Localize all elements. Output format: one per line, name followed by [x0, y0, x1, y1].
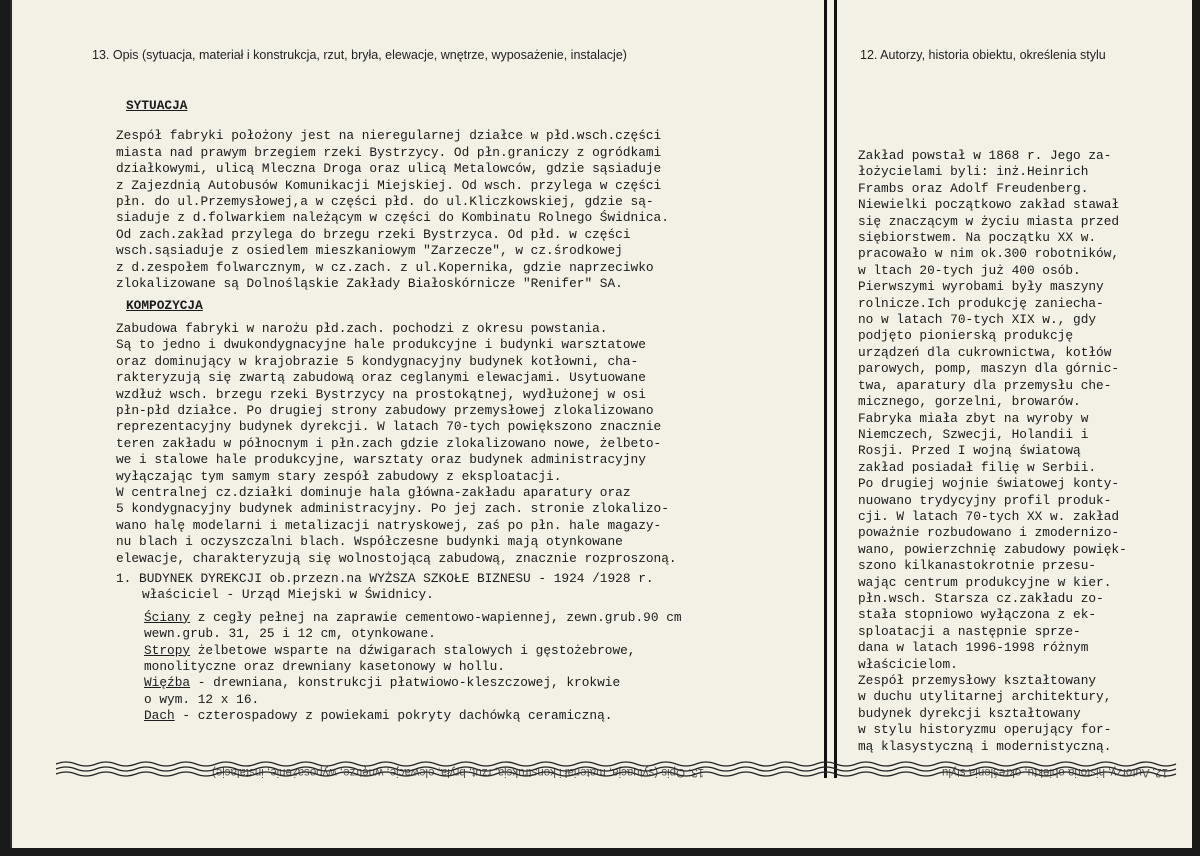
text-line: Pierwszymi wyrobami były maszyny [858, 279, 1104, 295]
text-line: Niewielki początkowo zakład stawał [858, 197, 1120, 213]
mirrored-header-left: 13. Opis (sytuacja, materiał i konstrukcja, rzut, bryła, elewacje, wnętrze, wyposażenie, instalacje) [212, 766, 705, 778]
truss-text: - drewniana, konstrukcji płatwiowo-kleszczowej, krokwie [190, 675, 621, 691]
text-line: twa, aparatury dla przemysłu che- [858, 377, 1112, 393]
text-line: nu blach i oczyszczalni blach. Współczesne budynki mają otynkowane [116, 534, 623, 550]
roof-label: Dach [144, 708, 175, 724]
header-authors-history: 12. Autorzy, historia obiektu, określenia stylu [860, 48, 1106, 62]
text-line: siębiorstwem. Na początku XX w. [858, 230, 1097, 246]
text-line: podjęto pionierską produkcję [858, 328, 1074, 344]
text-line: nuowano trydycyjny profil produk- [858, 492, 1112, 508]
text-line: elewacje, charakteryzują się wolnostojącą zabudową, znacznie rozproszoną. [116, 550, 677, 566]
text-line: reprezentacyjny budynek dyrekcji. W latach 70-tych powiększono znacznie [116, 419, 662, 435]
text-line: właścicielom. [858, 656, 958, 672]
text-line: Od zach.zakład przylega do brzegu rzeki Bystrzyca. Od płd. w części [116, 226, 631, 242]
walls-text: z cegły pełnej na zaprawie cementowo-wapiennej, zewn.grub.90 cm [190, 609, 682, 625]
text-line: zlokalizowane są Dolnośląskie Zakłady Białoskórnicze "Renifer" SA. [116, 276, 623, 292]
text-line: cji. W latach 70-tych XX w. zakład [858, 508, 1120, 524]
text-line: Zabudowa fabryki w narożu płd.zach. pochodzi z okresu powstania. [116, 320, 608, 336]
text-line: sploatacji a następnie sprze- [858, 623, 1081, 639]
description-column [116, 98, 836, 725]
building-owner: właściciel - Urząd Miejski w Świdnicy. [142, 587, 434, 603]
text-line: stała stopniowo wyłączona z ek- [858, 607, 1097, 623]
section-heading-composition: KOMPOZYCJA [126, 298, 203, 314]
text-line: mą klasystyczną i modernistyczną. [858, 738, 1112, 754]
text-line: Fabryka miała zbyt na wyroby w [858, 410, 1089, 426]
text-line: płn-płd działce. Po drugiej strony zabudowy przemysłowej zlokalizowano [116, 402, 654, 418]
text-line: w ltach 20-tych już 400 osób. [858, 262, 1081, 278]
text-line: z Zajezdnią Autobusów Komunikacji Miejskiej. Od wsch. przylega w części [116, 177, 662, 193]
text-line: płn. do ul.Przemysłowej,a w części płd. do ul.Kliczkowskiej, gdzie są- [116, 194, 654, 210]
text-line: wając centrum produkcyjne w kier. [858, 574, 1112, 590]
ceilings-line-2: monolityczne oraz drewniany kasetonowy w hollu. [144, 659, 505, 674]
text-line: pracowało w nim ok.300 robotników, [858, 246, 1120, 262]
building-number: 1. [116, 570, 132, 586]
walls-line-2: wewn.grub. 31, 25 i 12 cm, otynkowane. [144, 626, 436, 642]
text-line: oraz dominujący w krajobrazie 5 kondygnacyjny budynek kotłowni, cha- [116, 353, 639, 369]
text-line: w duchu utylitarnej architektury, [858, 689, 1112, 705]
header-description: 13. Opis (sytuacja, materiał i konstrukcja, rzut, bryła, elewacje, wnętrze, wyposażenie, instalacje) [92, 48, 627, 62]
ceilings-line [116, 643, 836, 659]
text-line: miasta nad prawym brzegiem rzeki Bystrzycy. Od płn.graniczy z ogródkami [116, 144, 662, 160]
text-line: w stylu historyzmu operujący for- [858, 722, 1112, 738]
text-line: no w latach 70-tych XIX w., gdy [858, 312, 1097, 328]
truss-line [116, 675, 836, 691]
text-line: zakład posiadał filię w Serbii. [858, 459, 1097, 475]
text-line: Zakład powstał w 1868 r. Jego za- [858, 148, 1112, 163]
text-line: rolnicze.Ich produkcję zaniecha- [858, 295, 1104, 311]
building-entry [116, 571, 836, 725]
text-line: Po drugiej wojnie światowej konty- [858, 476, 1120, 492]
text-line: łożycielami byli: inż.Heinrich [858, 164, 1089, 180]
building-title: BUDYNEK DYREKCJI ob.przezn.na WYŻSZA SZKOŁE BIZNESU - 1924 /1928 r. [139, 570, 654, 586]
ceilings-text: żelbetowe wsparte na dźwigarach stalowych i gęstożebrowe, [190, 642, 636, 658]
truss-line-2: o wym. 12 x 16. [144, 691, 260, 707]
text-line: Są to jedno i dwukondygnacyjne hale produkcyjne i budynki warsztatowe [116, 337, 646, 353]
text-line: siaduje z d.folwarkiem należącym w części do Kombinatu Rolnego Świdnica. [116, 210, 669, 226]
walls-line [116, 610, 836, 626]
text-line: we i stalowe hale produkcyjne, warsztaty oraz budynek administracyjny [116, 452, 646, 468]
text-line: Niemczech, Szwecji, Holandii i [858, 426, 1089, 442]
text-line: Zespół przemysłowy kształtowany [858, 673, 1097, 688]
text-line: wyłączając tym samym stary zespół zabudowy z eksploatacji. [116, 468, 562, 484]
text-line: Rosji. Przed I wojną światową [858, 443, 1081, 459]
text-line: wzdłuż wsch. brzegu rzeki Bystrzycy na prostokątnej, wydłużonej w osi [116, 386, 646, 402]
text-line: teren zakładu w północnym i płn.zach gdzie zlokalizowano nowe, żelbeto- [116, 435, 662, 451]
text-line: z d.zespołem folwarcznym, w cz.zach. z ul.Kopernika, gdzie naprzeciwko [116, 259, 654, 275]
roof-text: - czterospadowy z powiekami pokryty dachówką ceramiczną. [174, 708, 613, 724]
text-line: dana w latach 1996-1998 różnym [858, 640, 1089, 656]
text-line: się znaczącym w życiu miasta przed [858, 213, 1120, 229]
composition-text [116, 321, 836, 567]
text-line: wsch.sąsiaduje z osiedlem mieszkaniowym "Zarzecze", w cz.środkowej [116, 243, 623, 259]
scan-edge [0, 848, 1200, 856]
roof-line [116, 708, 836, 724]
text-line: parowych, pomp, maszyn dla górnic- [858, 361, 1120, 377]
text-line: 5 kondygnacyjny budynek administracyjny. Po jej zach. stronie zlokalizo- [116, 501, 669, 517]
section-heading-situation: SYTUACJA [126, 98, 188, 113]
history-column [858, 148, 1178, 755]
ceilings-label: Stropy [144, 642, 191, 658]
text-line: płn.wsch. Starsza cz.zakładu zo- [858, 590, 1104, 606]
building-title-line [116, 571, 836, 587]
text-line: szono kilkanastokrotnie przesu- [858, 558, 1097, 574]
text-line: rakteryzują się zwartą zabudową oraz ceglanymi elewacjami. Usytuowane [116, 370, 646, 386]
text-line: poważnie rozbudowano i zmodernizo- [858, 525, 1120, 541]
text-line: Zespół fabryki położony jest na nieregularnej działce w płd.wsch.części [116, 128, 662, 144]
text-line: wano halę modelarni i metalizacji natryskowej, zaś po płn. hale magazy- [116, 517, 662, 533]
situation-text [116, 128, 836, 292]
text-line: budynek dyrekcji kształtowany [858, 705, 1081, 721]
document-sheet [10, 0, 1192, 848]
text-line: micznego, gorzelni, browarów. [858, 394, 1081, 410]
mirrored-header-right: 12. Autorzy, historia obiektu, określenia stylu [942, 766, 1169, 778]
text-line: Frambs oraz Adolf Freudenberg. [858, 180, 1089, 196]
text-line: wano, powierzchnię zabudowy powięk- [858, 541, 1127, 557]
truss-label: Więźba [144, 675, 191, 691]
text-line: działkowymi, ulicą Mleczna Droga oraz ulicą Metalowców, gdzie sąsiaduje [116, 161, 662, 177]
walls-label: Ściany [144, 609, 191, 625]
text-line: urządzeń dla cukrownictwa, kotłów [858, 344, 1112, 360]
text-line: W centralnej cz.działki dominuje hala główna-zakładu aparatury oraz [116, 484, 631, 500]
